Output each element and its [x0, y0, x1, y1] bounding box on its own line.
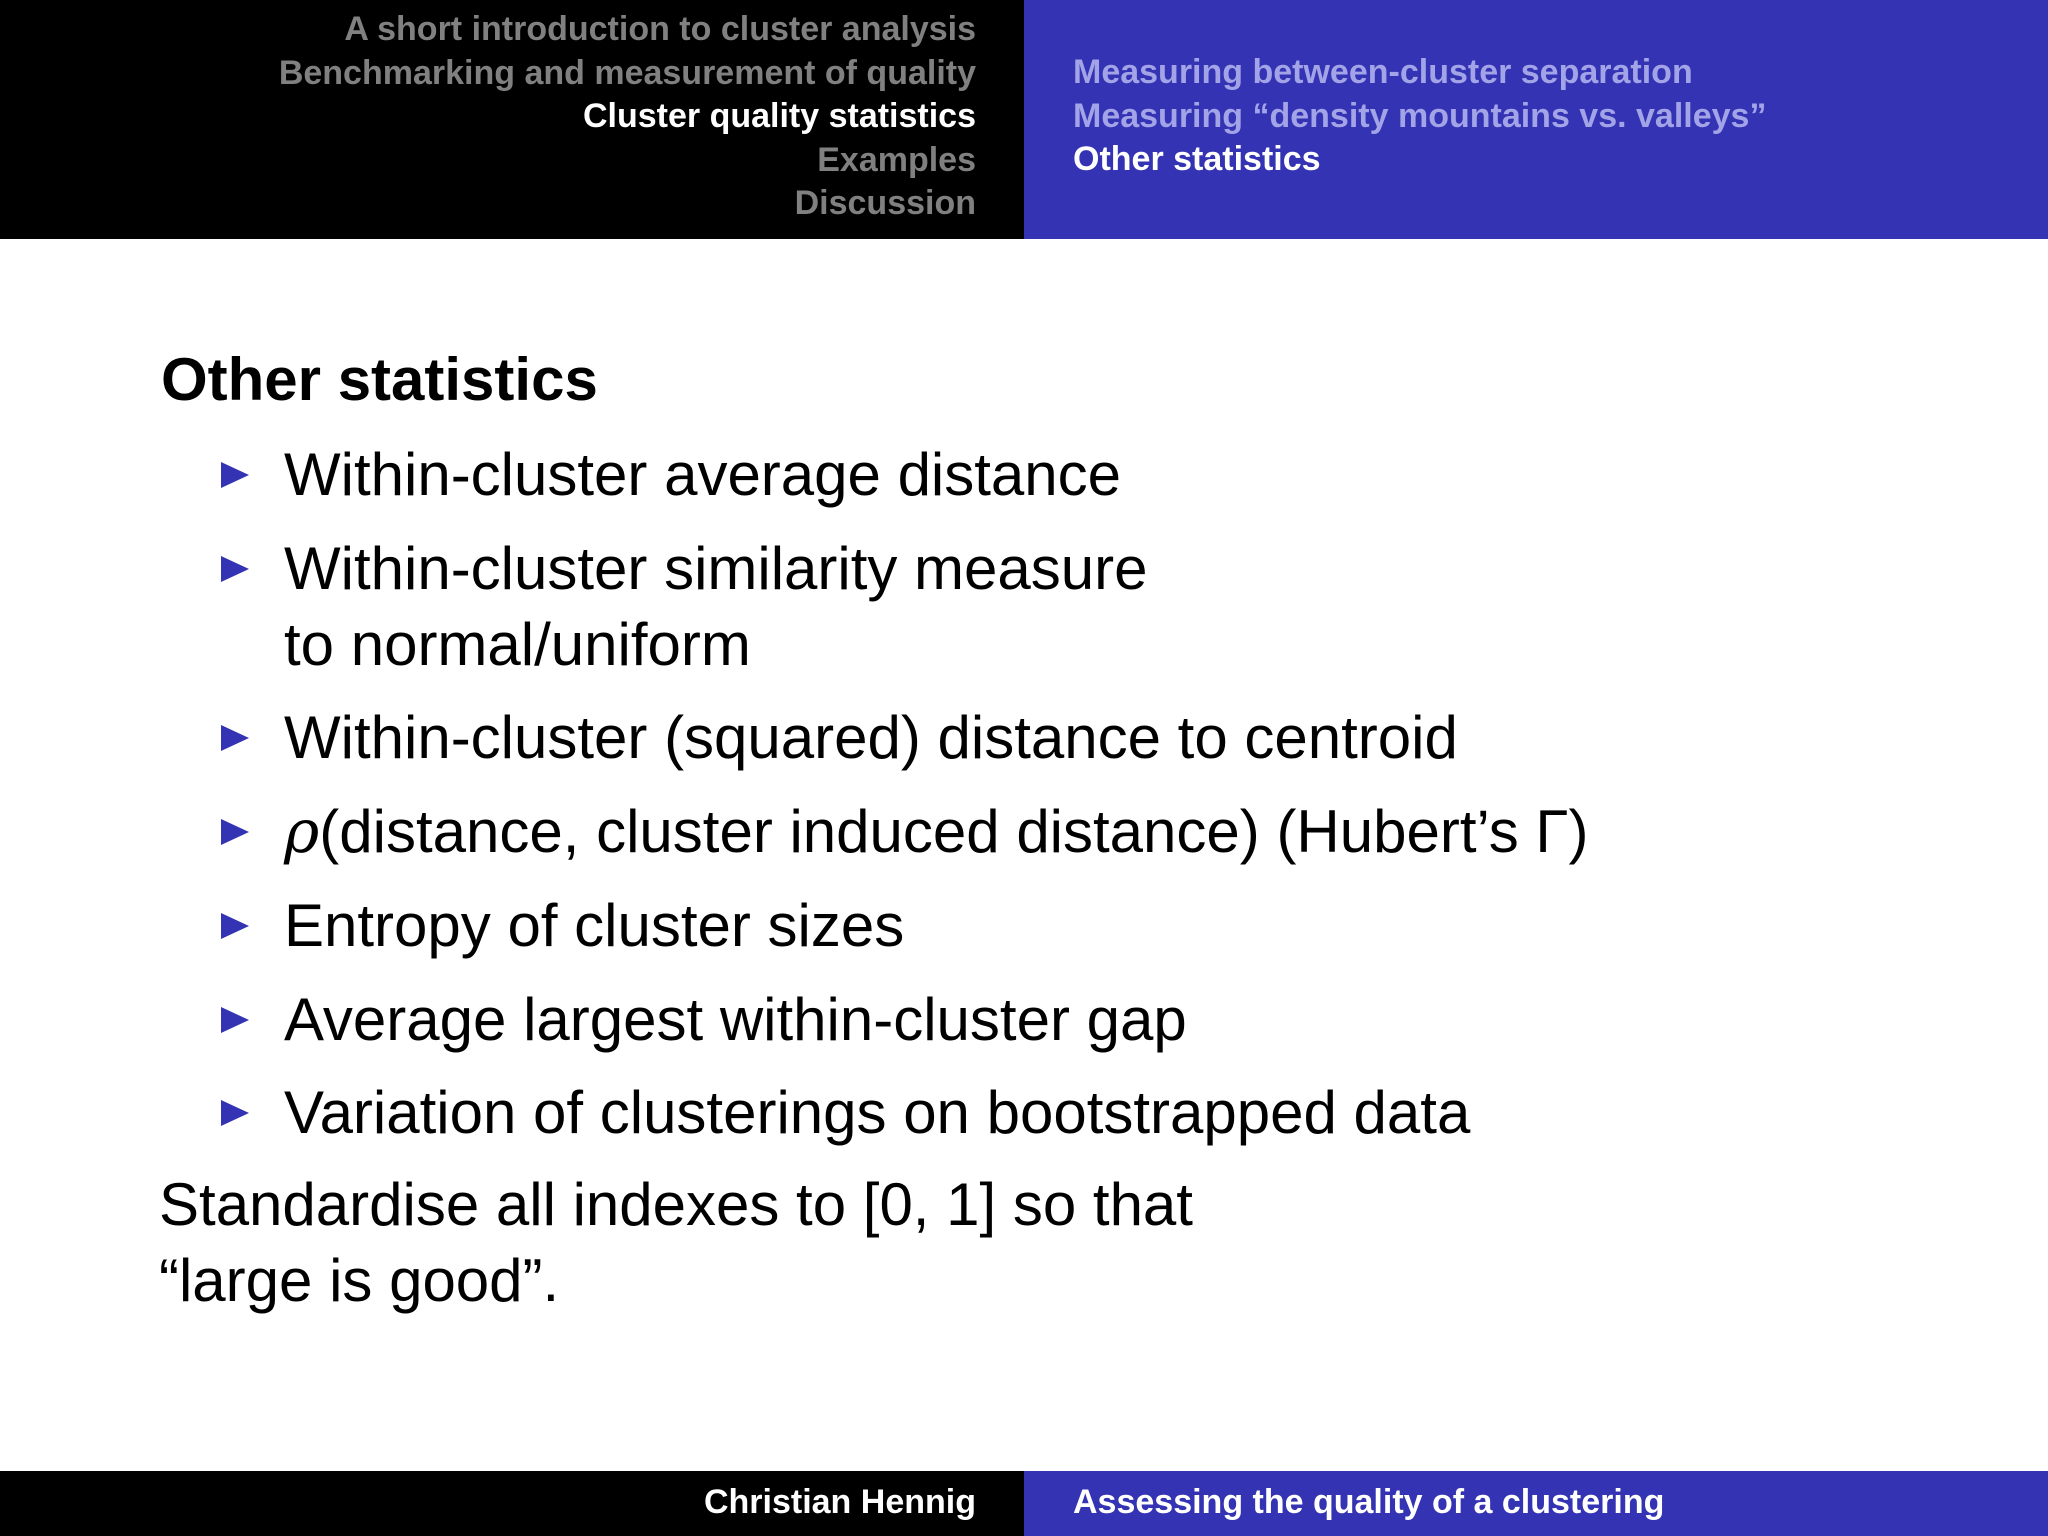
list-item-text: Average largest within-cluster gap — [284, 986, 1187, 1053]
header-subsections-panel — [1024, 0, 2048, 239]
list-item-text: Variation of clusterings on bootstrapped data — [284, 1079, 1471, 1146]
triangle-bullet-icon — [221, 725, 249, 751]
triangle-bullet-icon — [221, 462, 249, 488]
rho-symbol: ρ — [284, 797, 320, 867]
list-item-text-rest: (distance, cluster induced distance) (Hubert’s Γ) — [319, 798, 1589, 865]
triangle-bullet-icon — [221, 1100, 249, 1126]
triangle-bullet-icon — [221, 1007, 249, 1033]
nav-section-benchmarking[interactable]: Benchmarking and measurement of quality — [278, 53, 976, 92]
list-item-text: Entropy of cluster sizes — [284, 892, 905, 959]
closing-paragraph — [159, 1167, 1193, 1319]
triangle-bullet-icon — [221, 556, 249, 582]
nav-section-examples[interactable]: Examples — [817, 140, 976, 179]
list-item-text-continuation: to normal/uniform — [284, 611, 751, 678]
frame-title: Other statistics — [161, 346, 598, 413]
footer-author: Christian Hennig — [703, 1483, 976, 1521]
triangle-bullet-icon — [221, 913, 249, 939]
nav-section-cluster-quality-statistics[interactable]: Cluster quality statistics — [582, 97, 976, 135]
section-navigation — [279, 8, 976, 226]
triangle-bullet-icon — [221, 819, 249, 845]
footer-presentation-title: Assessing the quality of a clustering — [1073, 1483, 1665, 1521]
nav-subsection-density-mountains[interactable]: Measuring “density mountains vs. valleys” — [1073, 96, 1767, 135]
closing-line-2: “large is good”. — [159, 1247, 560, 1314]
list-item-text: Within-cluster similarity measure — [284, 535, 1148, 602]
footer-author-panel — [0, 1471, 1024, 1536]
list-item-text: Within-cluster average distance — [284, 441, 1122, 508]
list-item-text — [284, 794, 1588, 870]
list-item-text: Within-cluster (squared) distance to centroid — [284, 704, 1458, 771]
closing-line-1: Standardise all indexes to [0, 1] so that — [159, 1171, 1193, 1238]
subsection-navigation — [1073, 51, 1766, 182]
nav-section-introduction[interactable]: A short introduction to cluster analysis — [344, 10, 976, 48]
nav-subsection-other-statistics[interactable]: Other statistics — [1073, 140, 1321, 178]
header-sections-panel — [0, 0, 1024, 239]
footer-title-panel — [1024, 1471, 2048, 1536]
nav-section-discussion[interactable]: Discussion — [794, 184, 976, 222]
nav-subsection-between-cluster-separation[interactable]: Measuring between-cluster separation — [1073, 53, 1693, 91]
